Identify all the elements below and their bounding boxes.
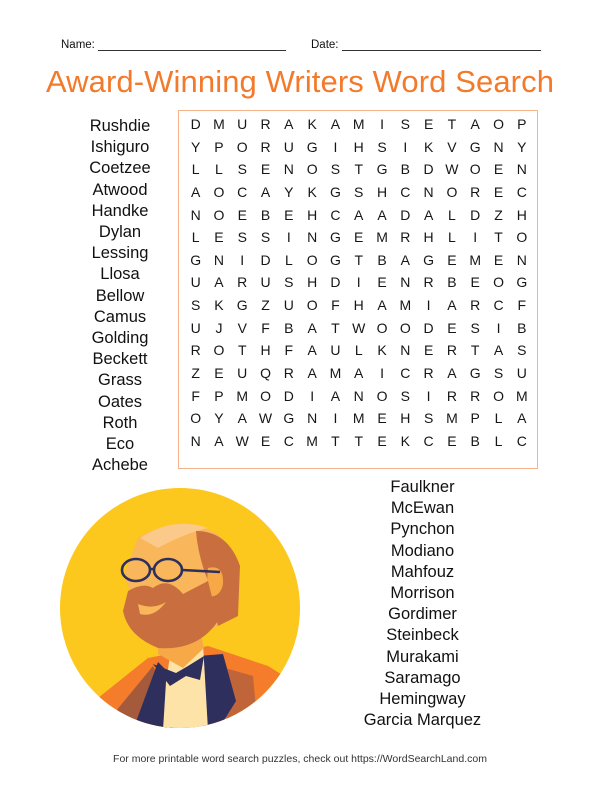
grid-cell[interactable]: C <box>400 365 411 382</box>
name-line[interactable] <box>98 40 286 51</box>
grid-cell[interactable]: O <box>493 387 504 404</box>
grid-cell[interactable]: D <box>330 274 341 291</box>
grid-cell[interactable]: S <box>400 116 410 132</box>
word-list-left <box>70 116 170 476</box>
grid-cell[interactable]: M <box>352 116 365 132</box>
grid-cell[interactable]: B <box>400 161 410 178</box>
word-list-item: Pynchon <box>390 520 455 539</box>
grid-cell[interactable]: G <box>376 161 388 178</box>
grid-cell[interactable]: I <box>240 251 245 268</box>
grid-cell[interactable]: A <box>284 116 294 132</box>
grid-cell[interactable]: J <box>215 319 223 336</box>
grid-cell[interactable]: O <box>213 342 225 359</box>
grid-cell[interactable]: I <box>380 116 384 132</box>
grid-cell[interactable]: U <box>237 116 248 132</box>
word-list-item: Gordimer <box>388 605 457 624</box>
grid-cell[interactable]: A <box>354 206 364 223</box>
word-list-item: Garcia Marquez <box>363 711 482 730</box>
word-list-item: Faulkner <box>390 478 455 496</box>
grid-cell[interactable]: I <box>356 274 361 291</box>
grid-cell[interactable]: D <box>423 319 434 336</box>
grid-cell[interactable]: C <box>237 183 248 200</box>
grid-cell[interactable]: O <box>306 161 318 178</box>
word-list-item: McEwan <box>390 499 455 518</box>
grid-cell[interactable]: U <box>330 342 341 359</box>
word-list-item: Achebe <box>92 456 148 475</box>
grid-cell[interactable]: R <box>470 297 481 314</box>
grid-cell[interactable]: E <box>284 206 294 223</box>
word-list-item: Llosa <box>100 265 140 284</box>
grid-cell[interactable]: P <box>470 410 480 427</box>
grid-cell[interactable]: U <box>516 365 527 382</box>
grid-cell[interactable]: A <box>493 342 504 359</box>
grid-cell[interactable]: B <box>517 319 527 336</box>
grid-cell[interactable]: N <box>353 387 364 404</box>
grid-cell[interactable]: L <box>191 229 200 246</box>
grid-cell[interactable]: A <box>354 365 364 382</box>
grid-cell[interactable]: I <box>426 297 431 314</box>
grid-cell[interactable]: H <box>516 206 527 223</box>
grid-cell[interactable]: U <box>190 319 201 336</box>
grid-cell[interactable]: S <box>493 365 504 382</box>
grid-cell[interactable]: S <box>423 410 434 427</box>
grid-cell[interactable]: S <box>237 161 247 178</box>
grid-cell[interactable]: G <box>469 365 481 382</box>
grid-cell[interactable]: F <box>191 387 200 404</box>
grid-cell[interactable]: G <box>329 251 341 268</box>
grid-cell[interactable]: M <box>236 387 249 404</box>
grid-cell[interactable]: I <box>380 365 384 382</box>
page-title: Award-Winning Writers Word Search <box>45 64 555 99</box>
grid-cell[interactable]: K <box>377 342 387 359</box>
grid-cell[interactable]: R <box>190 342 201 359</box>
word-list-item: Lessing <box>91 244 149 263</box>
grid-cell[interactable]: L <box>494 432 503 449</box>
grid-cell[interactable]: H <box>376 183 388 200</box>
grid-cell[interactable]: K <box>423 138 434 155</box>
grid-cell[interactable]: H <box>307 274 318 291</box>
grid-cell[interactable]: K <box>307 183 317 200</box>
grid-cell[interactable]: Q <box>260 365 271 382</box>
grid-cell[interactable]: Z <box>261 297 270 314</box>
grid-cell[interactable]: N <box>493 138 504 155</box>
grid-cell[interactable]: E <box>447 432 457 449</box>
grid-cell[interactable]: O <box>213 183 225 200</box>
grid-cell[interactable]: I <box>473 229 478 246</box>
word-list-item: Hemingway <box>379 690 466 709</box>
grid-cell[interactable]: O <box>516 229 528 246</box>
grid-cell[interactable]: T <box>447 116 457 132</box>
grid-cell[interactable]: E <box>237 206 247 223</box>
grid-cell[interactable]: E <box>493 251 504 268</box>
word-list-item: Steinbeck <box>386 626 459 645</box>
grid-cell[interactable]: G <box>423 251 435 268</box>
grid-cell[interactable]: G <box>236 297 248 314</box>
word-list-item: Modiano <box>390 541 455 560</box>
grid-cell[interactable]: C <box>400 183 411 200</box>
grid-cell[interactable]: E <box>423 342 434 359</box>
grid-cell[interactable]: L <box>284 251 293 268</box>
grid-cell[interactable]: P <box>517 116 527 132</box>
grid-cell[interactable]: F <box>517 297 527 314</box>
grid-cell[interactable]: U <box>283 297 294 314</box>
grid-cell[interactable]: C <box>423 432 434 449</box>
grid-cell[interactable]: L <box>494 410 503 427</box>
grid-cell[interactable]: O <box>190 410 202 427</box>
grid-cell[interactable]: A <box>447 297 457 314</box>
grid-cell[interactable]: N <box>213 251 224 268</box>
grid-cell[interactable]: O <box>213 206 225 223</box>
grid-cell[interactable]: E <box>447 319 457 336</box>
grid-cell[interactable]: O <box>493 116 504 132</box>
word-list-item: Rushdie <box>89 117 151 135</box>
writer-illustration <box>58 486 302 730</box>
grid-cell[interactable]: N <box>423 183 434 200</box>
word-list-item: Mahfouz <box>390 562 455 581</box>
grid-cell[interactable]: R <box>260 138 271 155</box>
grid-cell[interactable]: S <box>354 183 364 200</box>
grid-cell[interactable]: U <box>190 274 201 291</box>
word-list-item: Morrison <box>390 584 455 603</box>
grid-cell[interactable]: R <box>400 229 411 246</box>
grid-cell[interactable]: K <box>307 116 317 132</box>
grid-cell[interactable]: O <box>306 251 318 268</box>
date-field[interactable] <box>311 39 541 51</box>
grid-cell[interactable]: E <box>377 410 387 427</box>
footer-text: For more printable word search puzzles, check out https://WordSearchLand.com <box>113 753 487 765</box>
word-list-item: Saramago <box>384 668 461 687</box>
grid-cell[interactable]: A <box>190 183 201 200</box>
grid-cell[interactable]: B <box>377 251 387 268</box>
grid-cell[interactable]: F <box>284 342 294 359</box>
grid-cell[interactable]: O <box>376 387 388 404</box>
grid-cell[interactable]: G <box>306 138 318 155</box>
grid-cell[interactable]: N <box>283 161 294 178</box>
grid-cell[interactable]: A <box>377 297 387 314</box>
grid-cell[interactable]: R <box>470 183 481 200</box>
grid-cell[interactable]: C <box>516 183 527 200</box>
grid-cell[interactable]: U <box>283 138 294 155</box>
grid-cell[interactable]: Z <box>191 365 200 382</box>
grid-cell[interactable]: M <box>306 432 318 449</box>
grid-cell[interactable]: S <box>330 161 341 178</box>
grid-cell[interactable]: M <box>329 365 342 382</box>
bearded-writer-portrait-icon <box>58 486 302 730</box>
grid-cell[interactable]: H <box>353 138 364 155</box>
grid-cell[interactable]: G <box>329 229 341 246</box>
grid-cell[interactable]: D <box>190 116 201 132</box>
grid-cell[interactable]: T <box>354 251 363 268</box>
grid-cell[interactable]: O <box>236 138 248 155</box>
letter-grid-box <box>178 110 538 469</box>
grid-cell[interactable]: A <box>330 116 341 132</box>
grid-cell[interactable]: G <box>190 251 202 268</box>
grid-cell[interactable]: I <box>496 319 501 336</box>
grid-cell[interactable]: H <box>423 229 434 246</box>
grid-cell[interactable]: I <box>426 387 431 404</box>
grid-cell[interactable]: E <box>354 229 364 246</box>
grid-cell[interactable]: L <box>215 161 223 178</box>
grid-cell[interactable]: T <box>331 319 340 336</box>
grid-cell[interactable]: M <box>469 251 482 268</box>
grid-cell[interactable]: S <box>377 138 387 155</box>
grid-cell[interactable]: R <box>446 342 457 359</box>
grid-cell[interactable]: E <box>493 161 504 178</box>
grid-cell[interactable]: M <box>515 387 528 404</box>
grid-cell[interactable]: A <box>423 206 434 223</box>
grid-cell[interactable]: E <box>377 274 387 291</box>
grid-cell[interactable]: W <box>352 319 366 336</box>
grid-cell[interactable]: V <box>237 319 247 336</box>
grid-cell[interactable]: T <box>494 229 503 246</box>
grid-cell[interactable]: D <box>400 206 411 223</box>
grid-cell[interactable]: A <box>330 387 341 404</box>
grid-cell[interactable]: F <box>261 319 270 336</box>
grid-cell[interactable]: A <box>447 365 457 382</box>
word-list-item: Atwood <box>92 180 148 199</box>
grid-cell[interactable]: A <box>237 410 247 427</box>
grid-cell[interactable]: I <box>286 229 291 246</box>
grid-cell[interactable]: A <box>470 116 480 132</box>
grid-cell[interactable]: H <box>400 410 411 427</box>
grid-cell[interactable]: A <box>400 251 410 268</box>
grid-cell[interactable]: Y <box>214 410 224 427</box>
grid-cell[interactable]: O <box>469 161 481 178</box>
grid-cell[interactable]: A <box>307 319 317 336</box>
grid-cell[interactable]: V <box>447 138 457 155</box>
word-list-item: Ishiguro <box>90 138 150 157</box>
grid-cell[interactable]: C <box>516 432 527 449</box>
grid-cell[interactable]: R <box>446 387 457 404</box>
grid-cell[interactable]: R <box>470 387 481 404</box>
grid-cell[interactable]: E <box>447 251 457 268</box>
word-list-item: Camus <box>93 307 147 326</box>
grid-cell[interactable]: S <box>470 319 480 336</box>
word-list-item: Handke <box>91 201 149 220</box>
grid-cell[interactable]: S <box>190 297 201 314</box>
grid-cell[interactable]: H <box>353 297 364 314</box>
grid-cell[interactable]: R <box>423 365 434 382</box>
grid-cell[interactable]: N <box>307 410 318 427</box>
letter-grid <box>184 113 533 453</box>
word-list-right <box>350 477 495 731</box>
grid-cell[interactable]: A <box>214 274 224 291</box>
name-label: Name: <box>61 39 95 51</box>
grid-cell[interactable]: O <box>446 183 458 200</box>
grid-cell[interactable]: W <box>445 161 459 178</box>
grid-cell[interactable]: F <box>331 297 340 314</box>
grid-cell[interactable]: I <box>310 387 315 404</box>
word-list-item: Eco <box>105 435 135 454</box>
grid-cell[interactable]: I <box>333 410 338 427</box>
grid-cell[interactable]: T <box>470 342 480 359</box>
grid-cell[interactable]: W <box>258 410 273 427</box>
grid-cell[interactable]: N <box>516 161 527 178</box>
grid-cell[interactable]: R <box>260 116 271 132</box>
grid-cell[interactable]: K <box>214 297 224 314</box>
grid-cell[interactable]: L <box>191 161 200 178</box>
name-field[interactable] <box>61 39 286 51</box>
grid-cell[interactable]: O <box>399 319 411 336</box>
grid-cell[interactable]: B <box>447 274 457 291</box>
grid-cell[interactable]: T <box>331 432 340 449</box>
grid-cell[interactable]: E <box>260 432 271 449</box>
date-line[interactable] <box>342 40 541 51</box>
grid-cell[interactable]: B <box>260 206 271 223</box>
grid-cell[interactable]: P <box>214 138 224 155</box>
word-list-item: Murakami <box>386 647 459 666</box>
grid-cell[interactable]: O <box>306 297 318 314</box>
grid-cell[interactable]: D <box>260 251 271 268</box>
grid-cell[interactable]: S <box>237 229 247 246</box>
grid-cell[interactable]: T <box>237 342 247 359</box>
date-label: Date: <box>311 39 339 51</box>
grid-cell[interactable]: B <box>470 432 480 449</box>
grid-cell[interactable]: E <box>423 116 434 132</box>
grid-cell[interactable]: E <box>214 229 224 246</box>
grid-cell[interactable]: E <box>493 183 504 200</box>
grid-cell[interactable]: C <box>283 432 294 449</box>
grid-cell[interactable]: S <box>400 387 410 404</box>
word-list-item: Bellow <box>95 286 145 305</box>
grid-cell[interactable]: W <box>235 432 249 449</box>
grid-cell[interactable]: T <box>354 432 363 449</box>
grid-cell[interactable]: M <box>376 229 388 246</box>
grid-cell[interactable]: A <box>517 410 527 427</box>
grid-cell[interactable]: Y <box>517 138 527 155</box>
word-list-item: Coetzee <box>89 159 151 178</box>
grid-cell[interactable]: N <box>516 251 527 268</box>
grid-cell[interactable]: S <box>260 229 271 246</box>
word-list-item: Beckett <box>92 350 148 369</box>
grid-cell[interactable]: A <box>260 183 271 200</box>
grid-cell[interactable]: G <box>516 274 528 291</box>
grid-cell[interactable]: D <box>423 161 434 178</box>
grid-cell[interactable]: R <box>237 274 248 291</box>
grid-cell[interactable]: L <box>448 206 456 223</box>
word-list-item: Golding <box>91 329 149 348</box>
grid-cell[interactable]: C <box>330 206 341 223</box>
grid-cell[interactable]: N <box>307 229 318 246</box>
grid-cell[interactable]: N <box>190 206 201 223</box>
grid-cell[interactable]: M <box>446 410 458 427</box>
word-list-item: Grass <box>97 371 142 390</box>
grid-cell[interactable]: E <box>214 365 224 382</box>
grid-cell[interactable]: H <box>260 342 271 359</box>
grid-cell[interactable]: C <box>493 297 504 314</box>
grid-cell[interactable]: N <box>400 342 411 359</box>
grid-cell[interactable]: O <box>260 387 271 404</box>
grid-cell[interactable]: U <box>237 365 248 382</box>
grid-cell[interactable]: N <box>400 274 411 291</box>
grid-cell[interactable]: S <box>284 274 294 291</box>
grid-cell[interactable]: E <box>470 274 480 291</box>
grid-cell[interactable]: R <box>283 365 294 382</box>
grid-cell[interactable]: A <box>377 206 387 223</box>
grid-cell[interactable]: Y <box>284 183 294 200</box>
grid-cell[interactable]: U <box>260 274 271 291</box>
grid-cell[interactable]: L <box>354 342 363 359</box>
grid-cell[interactable]: S <box>517 342 527 359</box>
grid-cell[interactable]: T <box>354 161 363 178</box>
word-list-item: Roth <box>102 413 138 432</box>
grid-cell[interactable]: E <box>377 432 387 449</box>
grid-cell[interactable]: G <box>469 138 481 155</box>
grid-cell[interactable]: O <box>376 319 388 336</box>
grid-cell[interactable]: P <box>214 387 224 404</box>
grid-cell[interactable]: Y <box>190 138 201 155</box>
grid-cell[interactable]: A <box>307 342 317 359</box>
word-list-item: Oates <box>97 392 143 411</box>
grid-cell[interactable]: G <box>329 183 341 200</box>
grid-cell[interactable]: D <box>283 387 294 404</box>
grid-cell[interactable]: Z <box>494 206 503 223</box>
grid-cell[interactable]: H <box>307 206 318 223</box>
grid-cell[interactable]: I <box>403 138 408 155</box>
word-list-item: Dylan <box>98 223 142 242</box>
grid-cell[interactable]: I <box>333 138 338 155</box>
grid-cell[interactable]: E <box>260 161 271 178</box>
grid-cell[interactable]: M <box>399 297 412 314</box>
grid-cell[interactable]: A <box>307 365 317 382</box>
grid-cell[interactable]: O <box>493 274 504 291</box>
grid-cell[interactable]: R <box>423 274 434 291</box>
grid-cell[interactable]: M <box>352 410 365 427</box>
grid-cell[interactable]: L <box>448 229 456 246</box>
grid-cell[interactable]: G <box>283 410 295 427</box>
grid-cell[interactable]: A <box>214 432 224 449</box>
grid-cell[interactable]: M <box>213 116 225 132</box>
grid-cell[interactable]: B <box>284 319 294 336</box>
grid-cell[interactable]: N <box>190 432 201 449</box>
grid-cell[interactable]: D <box>470 206 481 223</box>
grid-cell[interactable]: K <box>400 432 410 449</box>
